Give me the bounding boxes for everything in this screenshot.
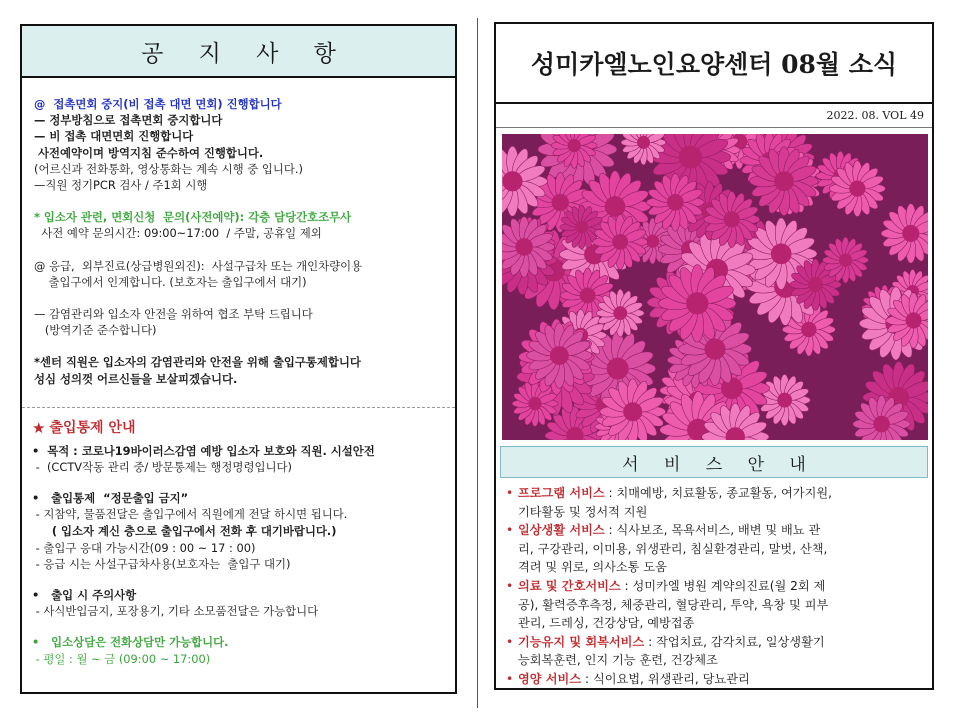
issue-number: 2022. 08. VOL 49 xyxy=(496,104,932,128)
service-item xyxy=(506,521,920,577)
chrysanthemum-photo xyxy=(502,134,928,440)
access-control-heading xyxy=(32,420,455,437)
notice-line: *센터 직원은 입소자의 감염관리와 안전을 위해 출입구통제합니다 xyxy=(34,355,361,370)
left-panel xyxy=(20,24,457,694)
service-item xyxy=(506,484,920,521)
service-desc: : 치매예방, 치료활동, 종교활동, 여가지원, 기타활동 및 정서적 지원 xyxy=(518,486,832,519)
access-control-section xyxy=(22,408,455,667)
service-item xyxy=(506,633,920,670)
service-desc: : 성미카엘 병원 계약의진료(월 2회 제 공), 활력증후측정, 체중관리, 혈당관리, 투약, 욕창 및 피부 관리, 드레싱, 건강상담, 예방접종 xyxy=(518,578,829,631)
notice-line: (어르신과 전화통화, 영상통화는 계속 시행 중 입니다.) xyxy=(34,161,303,176)
notice-line: @ 응급, 외부진료(상급병원외진): 사설구급차 또는 개인차량이용 xyxy=(34,258,363,273)
notice-line: * 입소자 관련, 면회신청 문의(사전예약): 각층 담당간호조무사 xyxy=(34,210,352,225)
access-control-title: 출입통제 안내 xyxy=(49,420,136,436)
notice-line: —직원 정기PCR 검사 / 주1회 시행 xyxy=(34,178,208,193)
notice-line: — 감염관리와 입소자 안전을 위하여 협조 부탁 드립니다 xyxy=(34,307,313,322)
service-desc: : 작업치료, 감각치료, 일상생활기 능회복훈련, 인지 기능 훈련, 건강체조 xyxy=(518,634,825,668)
control-line: - 출입구 응대 가능시간(09 : 00 ~ 17 : 00) xyxy=(32,540,256,555)
service-name: 프로그램 서비스 xyxy=(518,486,605,500)
control-line: ( 입소자 계신 층으로 출입구에서 전화 후 대기바랍니다.) xyxy=(32,523,337,538)
flower-bloom xyxy=(823,237,869,283)
control-line: • 출입 시 주의사항 xyxy=(32,587,137,602)
notice-line: 출입구에서 인계합니다. (보호자는 출입구에서 대기) xyxy=(34,274,307,289)
notice-line: @ 접촉면회 중지(비 접촉 대면 면회) 진행합니다 xyxy=(34,97,282,111)
service-desc: : 식사보조, 목욕서비스, 배변 및 배뇨 관 리, 구강관리, 이미용, 위생관리, 침실환경관리, 말벗, 산책, 격려 및 위로, 의사소통 도움 xyxy=(518,523,828,575)
flower-illustration xyxy=(502,134,928,440)
flower-bloom xyxy=(881,204,928,264)
control-line: - 응급 시는 사설구급차사용(보호자는 출입구 대기) xyxy=(32,557,291,572)
flower-bloom xyxy=(658,265,736,343)
service-name: 일상생활 서비스 xyxy=(518,523,605,538)
notice-line: (방역기준 준수합니다) xyxy=(34,323,157,338)
notice-title: 공 지 사 항 xyxy=(22,26,455,78)
services-list xyxy=(496,478,932,689)
service-name: 의료 및 간호서비스 xyxy=(518,578,621,593)
control-line: - 사식반입금지, 포장용기, 기타 소모품전달은 가능합니다 xyxy=(32,604,319,619)
notice-line: 성심 성의껏 어르신들을 보살피겠습니다. xyxy=(34,371,238,386)
control-line: • 목적 : 코로나19바이러스감염 예방 입소자 보호와 직원. 시설안전 xyxy=(32,443,375,458)
control-line: • 입소상담은 전화상담만 가능합니다. xyxy=(32,634,229,649)
control-line: - (CCTV작동 관리 중/ 방문통제는 행정명령입니다) xyxy=(32,460,292,475)
flower-bloom xyxy=(527,323,593,389)
services-title: 서 비 스 안 내 xyxy=(500,446,928,478)
control-line: - 평일 : 월 ~ 금 (09:00 ~ 17:00) xyxy=(32,651,211,666)
flower-bloom xyxy=(600,379,666,440)
control-line: • 출입통제 “정문출입 금지” xyxy=(32,490,189,505)
flower-bloom xyxy=(593,214,648,269)
newsletter-title: 성미카엘노인요양센터 08월 소식 xyxy=(496,24,932,104)
flower-bloom xyxy=(646,173,704,231)
service-item xyxy=(506,670,920,689)
service-desc: : 식이요법, 위생관리, 당뇨관리 xyxy=(581,671,750,686)
flower-bloom xyxy=(750,147,819,216)
flower-bloom xyxy=(829,161,885,217)
flower-bloom xyxy=(704,191,760,247)
notice-line: 사전 예약 문의시간: 09:00~17:00 / 주말, 공휴일 제외 xyxy=(34,226,322,241)
column-divider xyxy=(477,18,478,708)
notice-line: 사전예약이며 방역지침 준수하여 진행합니다. xyxy=(34,145,264,160)
flower-bloom xyxy=(596,289,644,337)
notice-line: — 비 접촉 대면면회 진행합니다 xyxy=(34,129,194,144)
service-name: 영양 서비스 xyxy=(518,671,582,686)
control-line: - 지참약, 물품전달은 출입구에서 직원에게 전달 하시면 됩니다. xyxy=(32,507,348,522)
right-panel xyxy=(494,22,934,690)
service-item xyxy=(506,577,920,633)
star-icon: ★ xyxy=(32,419,46,437)
notice-body xyxy=(22,78,455,408)
service-name: 기능유지 및 회복서비스 xyxy=(518,634,645,649)
notice-line: — 정부방침으로 접촉면회 중지합니다 xyxy=(34,113,223,128)
